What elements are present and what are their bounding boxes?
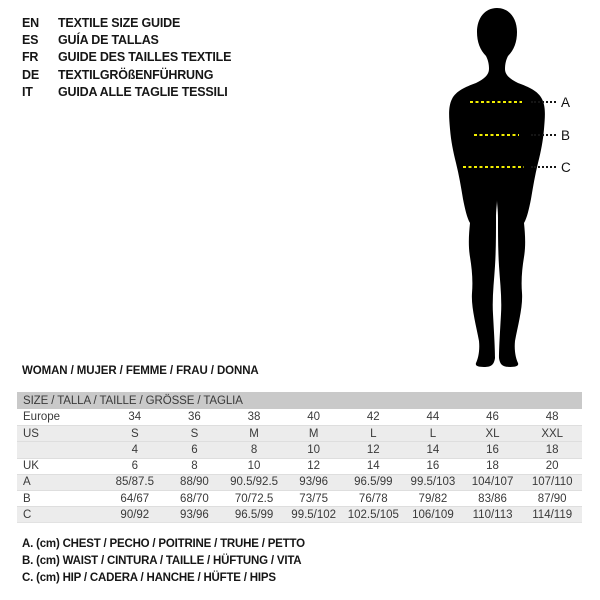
size-cell: 6 xyxy=(131,460,139,473)
size-cell: M xyxy=(308,427,319,440)
size-cell: 99.5/103 xyxy=(410,476,456,489)
language-title: TEXTILE SIZE GUIDE xyxy=(58,15,181,30)
language-row xyxy=(22,14,231,31)
language-title: GUIDE DES TAILLES TEXTILE xyxy=(58,50,232,65)
language-code: ES xyxy=(22,33,39,48)
language-row xyxy=(22,84,231,101)
size-table-body xyxy=(17,409,582,522)
chest-pointer-line xyxy=(531,101,556,103)
size-cell: 48 xyxy=(545,411,559,424)
size-cell: 90.5/92.5 xyxy=(230,476,279,489)
size-cell: 64/67 xyxy=(120,492,150,505)
size-cell: 6 xyxy=(191,443,198,456)
size-cell: 114/119 xyxy=(532,508,573,521)
language-title: GUIDA ALLE TAGLIE TESSILI xyxy=(58,85,228,100)
size-cell: 8 xyxy=(191,460,198,473)
size-cell: 14 xyxy=(366,460,380,473)
section-title-woman: WOMAN / MUJER / FEMME / FRAU / DONNA xyxy=(22,365,259,377)
hip-dash-line xyxy=(463,166,524,168)
language-code: FR xyxy=(22,50,39,65)
size-cell: 4 xyxy=(131,443,139,456)
table-row xyxy=(17,474,582,490)
size-cell: XL xyxy=(485,427,500,440)
language-row xyxy=(22,31,231,48)
language-code: IT xyxy=(22,85,33,100)
size-cell: 93/96 xyxy=(299,476,329,489)
size-cell: 12 xyxy=(307,460,321,473)
table-row xyxy=(17,425,582,441)
waist-dash-line xyxy=(474,134,519,136)
note-waist: B. (cm) WAIST / CINTURA / TAILLE / HÜFTUNG / VITA xyxy=(22,555,302,568)
size-cell: 18 xyxy=(486,460,499,473)
size-cell: 16 xyxy=(426,460,440,473)
size-cell: 96.5/99 xyxy=(234,508,274,521)
size-cell: 99.5/102 xyxy=(291,508,337,521)
hip-pointer-line xyxy=(531,166,556,168)
size-cell: 85/87.5 xyxy=(115,476,154,489)
size-cell: 8 xyxy=(250,443,258,456)
size-cell: 10 xyxy=(307,443,321,456)
size-cell: L xyxy=(370,427,377,440)
language-code: EN xyxy=(22,15,39,30)
row-label: Europe xyxy=(23,411,61,424)
size-cell: 87/90 xyxy=(537,492,567,505)
size-cell: 90/92 xyxy=(120,508,150,521)
size-cell: 106/109 xyxy=(412,508,454,521)
language-row xyxy=(22,66,231,83)
language-title: GUÍA DE TALLAS xyxy=(58,33,159,48)
row-label: C xyxy=(23,508,32,521)
size-cell: 36 xyxy=(188,411,201,424)
table-row xyxy=(17,458,582,474)
woman-silhouette-icon xyxy=(432,6,562,368)
size-cell: 12 xyxy=(366,443,380,456)
language-title: TEXTILGRÖßENFÜHRUNG xyxy=(58,67,214,82)
language-code: DE xyxy=(22,67,39,82)
size-cell: 40 xyxy=(307,411,321,424)
measure-label-a: A xyxy=(561,95,571,110)
size-cell: 44 xyxy=(426,411,440,424)
size-cell: 70/72.5 xyxy=(234,492,274,505)
note-hip: C. (cm) HIP / CADERA / HANCHE / HÜFTE / HIPS xyxy=(22,572,276,585)
size-cell: 107/110 xyxy=(531,476,573,489)
size-cell: 76/78 xyxy=(358,492,388,505)
size-cell: 104/107 xyxy=(471,476,514,489)
size-cell: 73/75 xyxy=(299,492,329,505)
size-cell: 96.5/99 xyxy=(354,476,393,489)
row-label: A xyxy=(23,476,31,489)
measurement-notes xyxy=(22,538,305,590)
size-cell: M xyxy=(249,427,259,440)
size-cell: 88/90 xyxy=(180,476,209,489)
measure-label-c: C xyxy=(561,160,571,175)
size-cell: 46 xyxy=(486,411,499,424)
size-cell: 20 xyxy=(545,460,559,473)
size-cell: 14 xyxy=(426,443,440,456)
table-row xyxy=(17,441,582,457)
size-cell: S xyxy=(130,427,139,440)
size-cell: L xyxy=(429,427,437,440)
size-cell: 79/82 xyxy=(418,492,448,505)
waist-pointer-line xyxy=(531,134,556,136)
size-cell: 93/96 xyxy=(180,508,209,521)
note-chest: A. (cm) CHEST / PECHO / POITRINE / TRUHE / PETTO xyxy=(22,538,305,550)
size-cell: 34 xyxy=(128,411,142,424)
size-cell: 38 xyxy=(247,411,261,424)
row-label: UK xyxy=(23,460,39,473)
size-cell: 16 xyxy=(486,443,499,456)
size-table-header: SIZE / TALLA / TAILLE / GRÖSSE / TAGLIA xyxy=(17,392,582,409)
measure-label-b: B xyxy=(561,128,571,143)
size-cell: 42 xyxy=(366,411,380,424)
size-cell: 102.5/105 xyxy=(347,508,399,521)
size-table xyxy=(17,392,582,523)
size-cell: 83/86 xyxy=(478,492,507,505)
woman-silhouette-figure xyxy=(432,6,562,368)
size-cell: 110/113 xyxy=(472,508,513,521)
size-cell: 10 xyxy=(247,460,261,473)
size-cell: S xyxy=(190,427,199,440)
size-cell: 68/70 xyxy=(180,492,209,505)
size-cell: 18 xyxy=(545,443,559,456)
language-guide xyxy=(22,14,231,101)
table-row xyxy=(17,506,582,522)
row-label: US xyxy=(23,427,39,440)
language-row xyxy=(22,49,231,66)
row-label: B xyxy=(23,492,31,505)
size-cell: XXL xyxy=(541,427,564,440)
table-row xyxy=(17,409,582,425)
table-row xyxy=(17,490,582,506)
chest-dash-line xyxy=(470,101,522,103)
